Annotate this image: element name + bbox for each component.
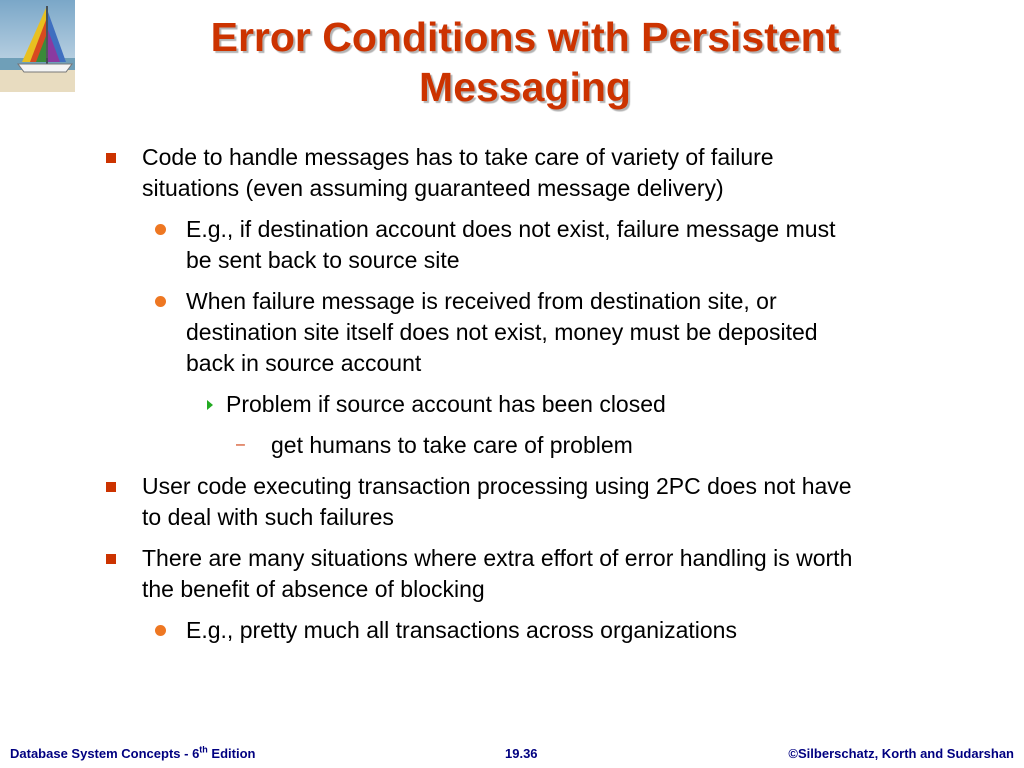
square-bullet-icon [106, 482, 116, 492]
bullet-line: the benefit of absence of blocking [142, 576, 485, 602]
dot-bullet-icon [155, 296, 166, 307]
bullet-line: back in source account [186, 350, 422, 376]
sailboat-logo-icon [0, 0, 75, 92]
bullet-item-level-4 [271, 430, 633, 461]
dot-bullet-icon [155, 625, 166, 636]
bullet-line: E.g., if destination account does not exist, failure message must [186, 216, 836, 242]
bullet-item-level-2 [186, 286, 818, 379]
bullet-line: There are many situations where extra effort of error handling is worth [142, 545, 853, 571]
title-line-2: Messaging [419, 64, 631, 110]
bullet-item-level-1 [142, 142, 774, 204]
bullet-line: Code to handle messages has to take care of variety of failure [142, 144, 774, 170]
dot-bullet-icon [155, 224, 166, 235]
triangle-bullet-icon [207, 400, 213, 410]
page-title [120, 12, 930, 112]
bullet-line: situations (even assuming guaranteed message delivery) [142, 175, 724, 201]
bullet-line: get humans to take care of problem [271, 432, 633, 458]
bullet-line: E.g., pretty much all transactions across organizations [186, 617, 737, 643]
footer-slide-number: 19.36 [505, 746, 538, 761]
bullet-line: to deal with such failures [142, 504, 394, 530]
bullet-line: be sent back to source site [186, 247, 460, 273]
square-bullet-icon [106, 153, 116, 163]
footer-book-title: Database System Concepts - 6th Edition [10, 744, 256, 761]
footer-copyright: ©Silberschatz, Korth and Sudarshan [788, 746, 1014, 761]
bullet-item-level-3 [226, 389, 666, 420]
bullet-item-level-2 [186, 615, 737, 646]
bullet-line: When failure message is received from destination site, or [186, 288, 777, 314]
bullet-line: destination site itself does not exist, money must be deposited [186, 319, 818, 345]
bullet-line: User code executing transaction processing using 2PC does not have [142, 473, 852, 499]
bullet-line: Problem if source account has been closed [226, 391, 666, 417]
bullet-item-level-1 [142, 471, 852, 533]
title-line-1: Error Conditions with Persistent [210, 14, 840, 60]
bullet-item-level-1 [142, 543, 852, 605]
bullet-item-level-2 [186, 214, 835, 276]
square-bullet-icon [106, 554, 116, 564]
dash-bullet-icon: – [236, 436, 245, 453]
